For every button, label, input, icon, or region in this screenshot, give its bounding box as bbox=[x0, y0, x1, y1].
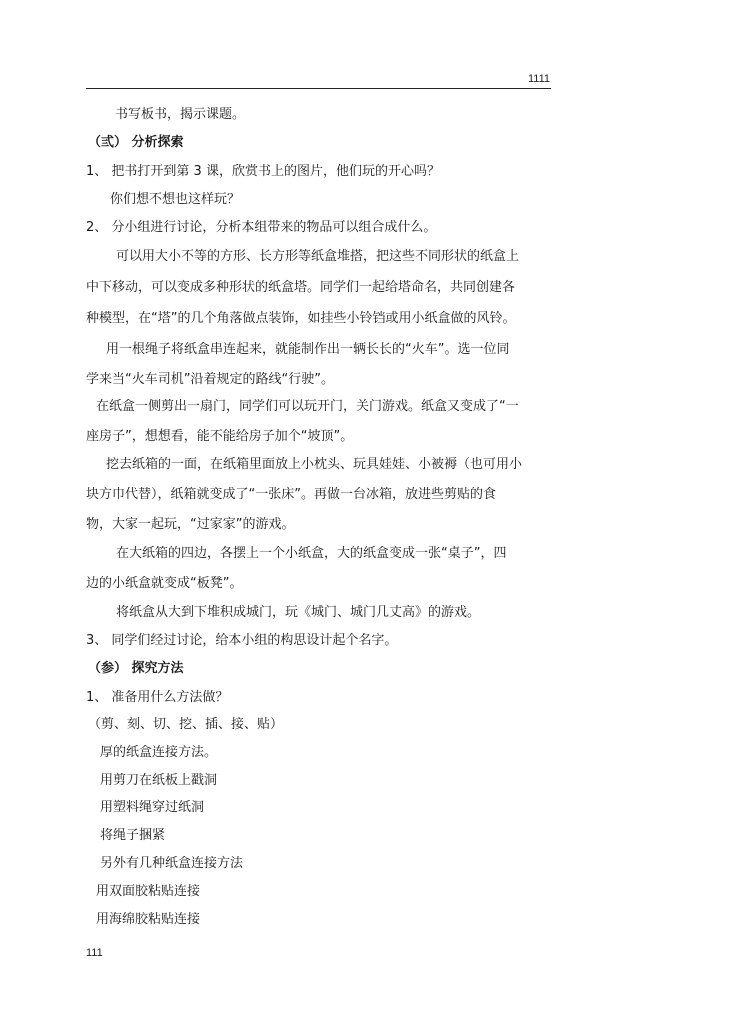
list-item: 1、 准备用什么方法做？ bbox=[86, 690, 229, 705]
text-line: 用剪刀在纸板上戳洞 bbox=[100, 773, 218, 788]
section-heading: （参） 探究方法 bbox=[88, 661, 184, 676]
list-item: 3、 同学们经过讨论，给本小组的构思设计起个名字。 bbox=[86, 633, 398, 648]
text-line: 可以用大小不等的方形、长方形等纸盒堆搭，把这些不同形状的纸盒上 bbox=[116, 249, 520, 264]
text-line: 书写板书，揭示课题。 bbox=[115, 107, 246, 122]
header-page-number: 1111 bbox=[527, 73, 550, 85]
text-line: 厚的纸盒连接方法。 bbox=[100, 745, 218, 760]
text-line: 座房子”，想想看，能不能给房子加个“坡顶”。 bbox=[86, 429, 354, 444]
section-heading: （弎） 分析探索 bbox=[88, 135, 184, 150]
text-line: 挖去纸箱的一面，在纸箱里面放上小枕头、玩具娃娃、小被褥（也可用小 bbox=[106, 457, 523, 472]
text-line: 用双面胶粘贴连接 bbox=[96, 884, 201, 899]
footer-page-number: 111 bbox=[86, 947, 103, 959]
text-line: 另外有几种纸盒连接方法 bbox=[100, 856, 244, 871]
text-line: 边的小纸盒就变成“板凳”。 bbox=[86, 576, 243, 591]
text-line: 中下移动，可以变成多种形状的纸盒塔。同学们一起给塔命名，共同创建各 bbox=[86, 280, 516, 295]
text-line: 你们想不想也这样玩？ bbox=[110, 192, 241, 207]
text-line: 用海绵胶粘贴连接 bbox=[96, 912, 201, 927]
text-line: （剪、刻、切、挖、插、接、贴） bbox=[88, 717, 284, 732]
text-line: 物，大家一起玩，“过家家”的游戏。 bbox=[86, 517, 295, 532]
text-line: 种模型，在“塔”的几个角落做点装饰，如挂些小铃铛或用小纸盒做的风铃。 bbox=[86, 311, 516, 326]
list-item: 2、 分小组进行讨论，分析本组带来的物品可以组合成什么。 bbox=[86, 220, 437, 235]
text-line: 将纸盒从大到下堆积成城门，玩《城门、城门几丈高》的游戏。 bbox=[116, 605, 481, 620]
list-item: 1、 把书打开到第 3 课，欣赏书上的图片，他们玩的开心吗？ bbox=[86, 164, 440, 179]
text-line: 用塑料绳穿过纸洞 bbox=[100, 800, 205, 815]
header-rule bbox=[86, 88, 551, 89]
text-line: 块方巾代替），纸箱就变成了“一张床”。再做一台冰箱，放进些剪贴的食 bbox=[86, 487, 496, 502]
text-line: 在大纸箱的四边，各摆上一个小纸盒，大的纸盒变成一张“桌子”，四 bbox=[116, 546, 507, 561]
text-line: 用一根绳子将纸盒串连起来，就能制作出一辆长长的“火车”。选一位同 bbox=[106, 342, 510, 357]
text-line: 学来当“火车司机”沿着规定的路线“行驶”。 bbox=[86, 372, 334, 387]
text-line: 在纸盒一侧剪出一扇门，同学们可以玩开门，关门游戏。纸盒又变成了“一 bbox=[96, 399, 519, 414]
text-line: 将绳子捆紧 bbox=[100, 828, 166, 843]
